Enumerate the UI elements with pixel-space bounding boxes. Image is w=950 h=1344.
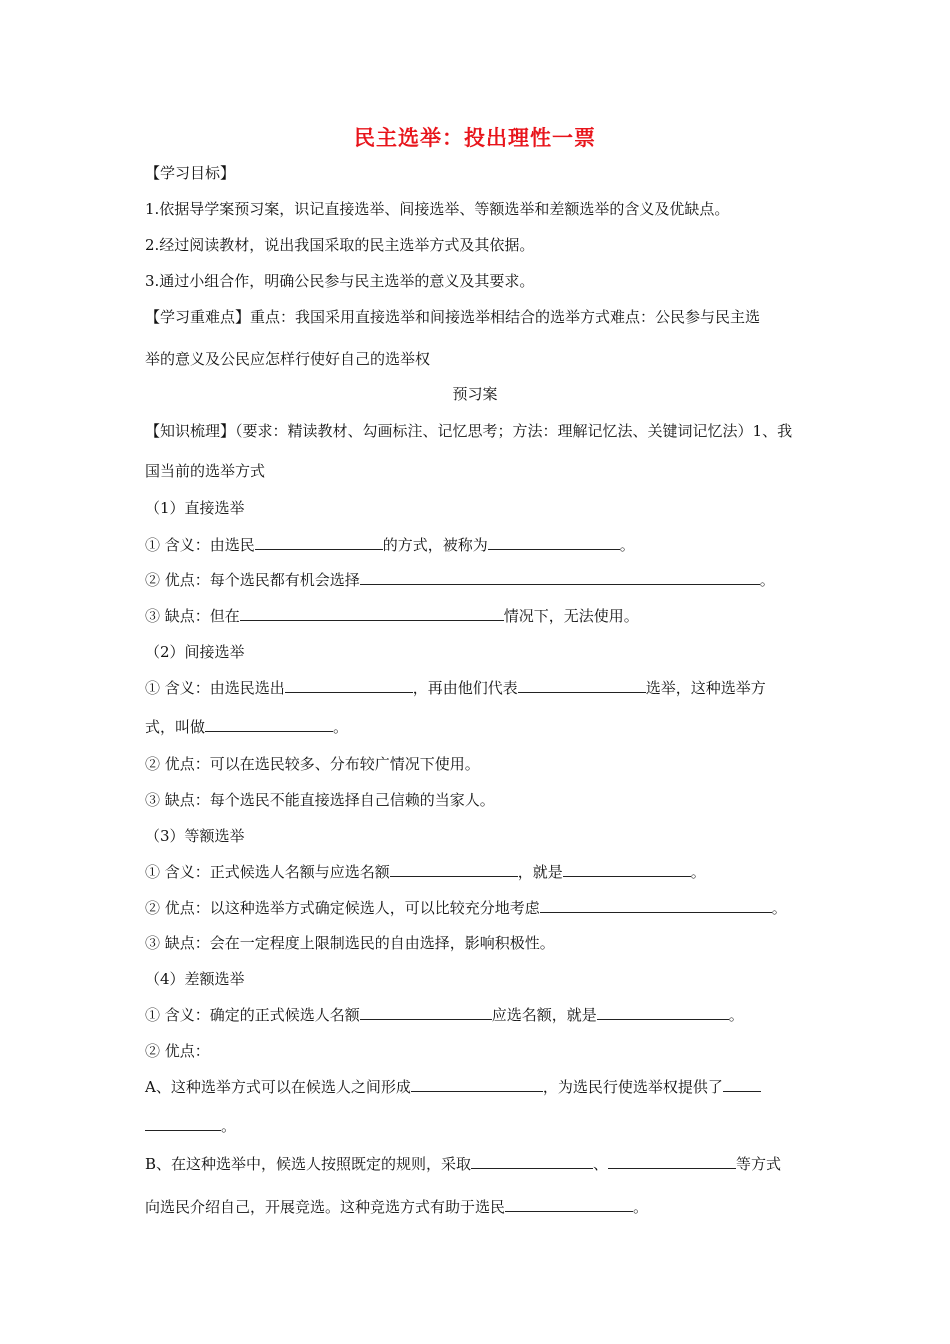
fill-blank[interactable] (597, 1005, 729, 1020)
fill-blank[interactable] (563, 862, 691, 877)
fill-blank[interactable] (145, 1116, 221, 1131)
competitive-a-text-c: 。 (221, 1117, 237, 1135)
equal-meaning-text-c: 。 (690, 863, 706, 881)
equal-meaning (145, 861, 706, 883)
knowledge-line-2: 国当前的选举方式 (145, 462, 266, 480)
indirect-meaning-text-b: ，再由他们代表 (412, 679, 518, 697)
fill-blank[interactable] (390, 862, 518, 877)
direct-adv-text-a: ② 优点：每个选民都有机会选择 (145, 571, 360, 589)
competitive-a-text-b: ，为选民行使选举权提供了 (542, 1078, 723, 1096)
fill-blank[interactable] (540, 898, 772, 913)
competitive-adv-heading: ② 优点： (145, 1042, 210, 1060)
direct-heading: （1）直接选举 (145, 499, 245, 517)
equal-advantage (145, 897, 787, 919)
competitive-a-text-a: A、这种选举方式可以在候选人之间形成 (145, 1078, 411, 1096)
keypoints-line-2: 举的意义及公民应怎样行使好自己的选举权 (145, 350, 431, 368)
indirect-advantage: ② 优点：可以在选民较多、分布较广情况下使用。 (145, 755, 480, 773)
keypoints-text-1: 重点：我国采用直接选举和间接选举相结合的选举方式难点：公民参与民主选 (250, 308, 761, 326)
preview-title: 预习案 (452, 385, 498, 403)
knowledge-heading: 【知识梳理】 (145, 422, 236, 440)
knowledge-text-1: （要求：精读教材、勾画标注、记忆思考；方法：理解记忆法、关键词记忆法）1、我 (235, 422, 793, 440)
fill-blank[interactable] (518, 678, 646, 693)
indirect-meaning-text-d: 式，叫做 (145, 718, 206, 736)
direct-advantage (145, 569, 775, 591)
fill-blank[interactable] (285, 678, 413, 693)
fill-blank[interactable] (505, 1197, 633, 1212)
fill-blank[interactable] (255, 535, 383, 550)
direct-dis-text-a: ③ 缺点：但在 (145, 607, 240, 625)
goal-item-3: 3.通过小组合作，明确公民参与民主选举的意义及其要求。 (145, 272, 535, 290)
direct-adv-text-b: 。 (759, 571, 775, 589)
competitive-b-text-a: B、在这种选举中，候选人按照既定的规则，采取 (145, 1155, 472, 1173)
equal-adv-text-a: ② 优点：以这种选举方式确定候选人，可以比较充分地考虑 (145, 899, 540, 917)
competitive-meaning-text-b: 应选名额，就是 (491, 1006, 597, 1024)
fill-blank[interactable] (723, 1077, 761, 1092)
indirect-meaning-text-e: 。 (333, 718, 349, 736)
fill-blank[interactable] (608, 1154, 736, 1169)
document-title: 民主选举：投出理性一票 (354, 125, 596, 150)
competitive-b-text-c: 等方式 (736, 1155, 782, 1173)
competitive-adv-b (145, 1153, 781, 1175)
goal-item-1: 1.依据导学案预习案，识记直接选举、间接选举、等额选举和差额选举的含义及优缺点。 (145, 200, 730, 218)
fill-blank[interactable] (411, 1077, 543, 1092)
indirect-meaning-text-a: ① 含义：由选民选出 (145, 679, 285, 697)
direct-meaning-text-b: 的方式，被称为 (382, 536, 488, 554)
competitive-adv-a (145, 1076, 761, 1098)
fill-blank[interactable] (240, 606, 504, 621)
direct-disadvantage (145, 605, 639, 627)
direct-meaning (145, 534, 635, 556)
equal-meaning-text-a: ① 含义：正式候选人名额与应选名额 (145, 863, 390, 881)
knowledge-line-1 (145, 420, 792, 442)
fill-blank[interactable] (471, 1154, 593, 1169)
equal-meaning-text-b: ，就是 (517, 863, 563, 881)
indirect-meaning-cont (145, 716, 348, 738)
indirect-meaning-text-c: 选举，这种选举方 (645, 679, 766, 697)
keypoints-heading: 【学习重难点】 (145, 308, 251, 326)
competitive-meaning-text-c: 。 (728, 1006, 744, 1024)
goals-heading: 【学习目标】 (145, 164, 236, 182)
competitive-meaning-text-a: ① 含义：确定的正式候选人名额 (145, 1006, 360, 1024)
competitive-adv-a-cont (145, 1115, 236, 1137)
fill-blank[interactable] (488, 535, 620, 550)
fill-blank[interactable] (360, 1005, 492, 1020)
indirect-disadvantage: ③ 缺点：每个选民不能直接选择自己信赖的当家人。 (145, 791, 495, 809)
goal-item-2: 2.经过阅读教材，说出我国采取的民主选举方式及其依据。 (145, 236, 535, 254)
competitive-b-text-b: 、 (593, 1155, 609, 1173)
equal-disadvantage: ③ 缺点：会在一定程度上限制选民的自由选择，影响积极性。 (145, 934, 555, 952)
indirect-heading: （2）间接选举 (145, 643, 245, 661)
fill-blank[interactable] (360, 570, 760, 585)
competitive-b-text-e: 。 (633, 1198, 649, 1216)
fill-blank[interactable] (205, 717, 333, 732)
competitive-meaning (145, 1004, 744, 1026)
competitive-b-text-d: 向选民介绍自己，开展竞选。这种竞选方式有助于选民 (145, 1198, 506, 1216)
competitive-adv-b-cont (145, 1196, 648, 1218)
equal-heading: （3）等额选举 (145, 827, 245, 845)
keypoints-line-1 (145, 306, 760, 328)
equal-adv-text-b: 。 (771, 899, 787, 917)
direct-meaning-text-c: 。 (619, 536, 635, 554)
direct-meaning-text-a: ① 含义：由选民 (145, 536, 255, 554)
indirect-meaning (145, 677, 766, 699)
direct-dis-text-b: 情况下，无法使用。 (503, 607, 639, 625)
competitive-heading: （4）差额选举 (145, 970, 245, 988)
